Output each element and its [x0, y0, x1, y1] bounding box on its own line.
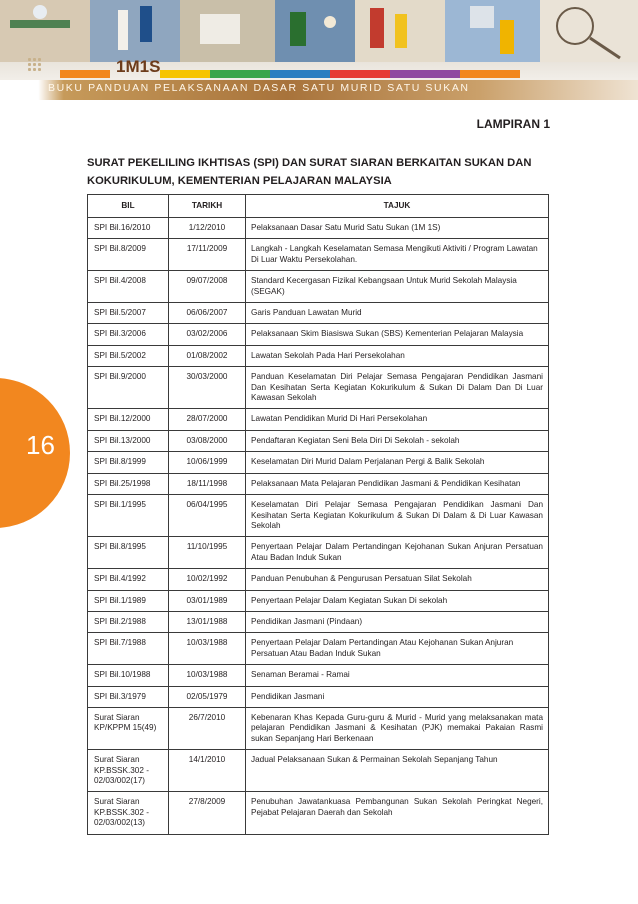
cell-bil: SPI Bil.3/2006 [88, 324, 169, 345]
cell-tarikh: 03/08/2000 [169, 430, 246, 451]
table-row [88, 633, 549, 665]
table-row [88, 367, 549, 409]
table-row [88, 495, 549, 537]
cell-bil: SPI Bil.4/1992 [88, 569, 169, 590]
table-row [88, 303, 549, 324]
cell-bil: SPI Bil.3/1979 [88, 686, 169, 707]
cell-tajuk: Senaman Beramai - Ramai [246, 665, 549, 686]
cell-bil: SPI Bil.8/2009 [88, 239, 169, 271]
cell-tajuk: Pelaksanaan Dasar Satu Murid Satu Sukan (1M 1S) [246, 218, 549, 239]
cell-tarikh: 10/02/1992 [169, 569, 246, 590]
cell-tarikh: 26/7/2010 [169, 707, 246, 749]
table-row [88, 792, 549, 834]
cell-tarikh: 11/10/1995 [169, 537, 246, 569]
appendix-label: LAMPIRAN 1 [476, 117, 550, 131]
tagline: BUKU PANDUAN PELAKSANAAN DASAR SATU MURID SATU SUKAN [48, 82, 470, 94]
cell-tajuk: Penyertaan Pelajar Dalam Pertandingan Kejohanan Sukan Anjuran Persatuan Atau Badan Induk Sukan [246, 537, 549, 569]
cell-bil: SPI Bil.2/1988 [88, 611, 169, 632]
table-row [88, 707, 549, 749]
color-stripe-bar [0, 64, 638, 80]
cell-bil: SPI Bil.7/1988 [88, 633, 169, 665]
cell-tarikh: 17/11/2009 [169, 239, 246, 271]
cell-tarikh: 03/01/1989 [169, 590, 246, 611]
cell-bil: SPI Bil.5/2002 [88, 345, 169, 366]
cell-tarikh: 06/06/2007 [169, 303, 246, 324]
cell-tajuk: Penyertaan Pelajar Dalam Pertandingan Atau Kejohanan Sukan Anjuran Persatuan Atau Badan Induk Sukan [246, 633, 549, 665]
cell-bil: SPI Bil.5/2007 [88, 303, 169, 324]
table-row [88, 409, 549, 430]
cell-bil: SPI Bil.4/2008 [88, 271, 169, 303]
cell-tarikh: 09/07/2008 [169, 271, 246, 303]
table-row [88, 473, 549, 494]
cell-tajuk: Keselamatan Diri Pelajar Semasa Pengajaran Pendidikan Jasmani Dan Kesihatan Serta Kegiatan Kokurikulum & Sukan Di Dalam & Di Luar Kawasan Sekolah [246, 495, 549, 537]
table-row [88, 537, 549, 569]
header-banner [0, 0, 638, 106]
cell-tarikh: 18/11/1998 [169, 473, 246, 494]
brand-logo: 1M1S [116, 57, 161, 76]
table-header-row [88, 195, 549, 218]
cell-bil: Surat Siaran KP.BSSK.302 - 02/03/002(17) [88, 750, 169, 792]
cell-tarikh: 10/06/1999 [169, 452, 246, 473]
cell-tarikh: 14/1/2010 [169, 750, 246, 792]
cell-tajuk: Panduan Keselamatan Diri Pelajar Semasa Pengajaran Pendidikan Jasmani Dan Kesihatan Serta Kegiatan Kokurikulum & Sukan Di Dalam Dan Di Luar Kawasan Sekolah [246, 367, 549, 409]
cell-tajuk: Pelaksanaan Mata Pelajaran Pendidikan Jasmani & Pendidikan Kesihatan [246, 473, 549, 494]
cell-bil: SPI Bil.16/2010 [88, 218, 169, 239]
cell-bil: SPI Bil.10/1988 [88, 665, 169, 686]
cell-tajuk: Lawatan Pendidikan Murid Di Hari Persekolahan [246, 409, 549, 430]
cell-bil: SPI Bil.1/1989 [88, 590, 169, 611]
circulars-table [87, 194, 549, 835]
sports-collage-art [0, 0, 638, 62]
table-row [88, 611, 549, 632]
table-row [88, 452, 549, 473]
cell-bil: SPI Bil.8/1999 [88, 452, 169, 473]
cell-tarikh: 03/02/2006 [169, 324, 246, 345]
sports-photo-collage [0, 0, 638, 62]
table-row [88, 665, 549, 686]
table-row [88, 686, 549, 707]
column-header-tajuk: TAJUK [246, 195, 549, 218]
cell-tarikh: 10/03/1988 [169, 665, 246, 686]
cell-tajuk: Garis Panduan Lawatan Murid [246, 303, 549, 324]
table-row [88, 569, 549, 590]
table-row [88, 590, 549, 611]
table-row [88, 750, 549, 792]
cell-bil: SPI Bil.9/2000 [88, 367, 169, 409]
cell-tarikh: 27/8/2009 [169, 792, 246, 834]
cell-tajuk: Kebenaran Khas Kepada Guru-guru & Murid - Murid yang melaksanakan mata pelajaran Pendidikan Jasmani & Kesihatan (PJK) memakai Pakaian Rasmi sukan Sepanjang Hari Berkenaan [246, 707, 549, 749]
page-number: 16 [26, 430, 55, 460]
table-row [88, 324, 549, 345]
cell-tarikh: 10/03/1988 [169, 633, 246, 665]
cell-bil: SPI Bil.8/1995 [88, 537, 169, 569]
cell-tajuk: Standard Kecergasan Fizikal Kebangsaan Untuk Murid Sekolah Malaysia (SEGAK) [246, 271, 549, 303]
cell-tajuk: Panduan Penubuhan & Pengurusan Persatuan Silat Sekolah [246, 569, 549, 590]
cell-tarikh: 06/04/1995 [169, 495, 246, 537]
cell-tarikh: 1/12/2010 [169, 218, 246, 239]
cell-tajuk: Pendidikan Jasmani [246, 686, 549, 707]
table-row [88, 239, 549, 271]
table-row [88, 218, 549, 239]
cell-tajuk: Pelaksanaan Skim Biasiswa Sukan (SBS) Kementerian Pelajaran Malaysia [246, 324, 549, 345]
cell-tajuk: Pendidikan Jasmani (Pindaan) [246, 611, 549, 632]
cell-tarikh: 30/03/2000 [169, 367, 246, 409]
cell-tajuk: Jadual Pelaksanaan Sukan & Permainan Sekolah Sepanjang Tahun [246, 750, 549, 792]
cell-tarikh: 28/07/2000 [169, 409, 246, 430]
cell-tajuk: Pendaftaran Kegiatan Seni Bela Diri Di Sekolah - sekolah [246, 430, 549, 451]
cell-tajuk: Keselamatan Diri Murid Dalam Perjalanan Pergi & Balik Sekolah [246, 452, 549, 473]
table-row [88, 345, 549, 366]
cell-bil: SPI Bil.13/2000 [88, 430, 169, 451]
cell-bil: SPI Bil.1/1995 [88, 495, 169, 537]
cell-tajuk: Penyertaan Pelajar Dalam Kegiatan Sukan Di sekolah [246, 590, 549, 611]
table-row [88, 271, 549, 303]
cell-tajuk: Langkah - Langkah Keselamatan Semasa Mengikuti Aktiviti / Program Lawatan Di Luar Waktu Persekolahan. [246, 239, 549, 271]
cell-bil: SPI Bil.12/2000 [88, 409, 169, 430]
column-header-tarikh: TARIKH [169, 195, 246, 218]
cell-bil: SPI Bil.25/1998 [88, 473, 169, 494]
cell-tajuk: Penubuhan Jawatankuasa Pembangunan Sukan Sekolah Peringkat Negeri, Pejabat Pelajaran Daerah dan Sekolah [246, 792, 549, 834]
cell-tarikh: 02/05/1979 [169, 686, 246, 707]
document-title: SURAT PEKELILING IKHTISAS (SPI) DAN SURAT SIARAN BERKAITAN SUKAN DAN KOKURIKULUM, KEMENTERIAN PELAJARAN MALAYSIA [87, 157, 532, 187]
cell-tajuk: Lawatan Sekolah Pada Hari Persekolahan [246, 345, 549, 366]
cell-tarikh: 13/01/1988 [169, 611, 246, 632]
cell-tarikh: 01/08/2002 [169, 345, 246, 366]
table-row [88, 430, 549, 451]
cell-bil: Surat Siaran KP/KPPM 15(49) [88, 707, 169, 749]
column-header-bil: BIL [88, 195, 169, 218]
cell-bil: Surat Siaran KP.BSSK.302 - 02/03/002(13) [88, 792, 169, 834]
table-body [88, 218, 549, 835]
